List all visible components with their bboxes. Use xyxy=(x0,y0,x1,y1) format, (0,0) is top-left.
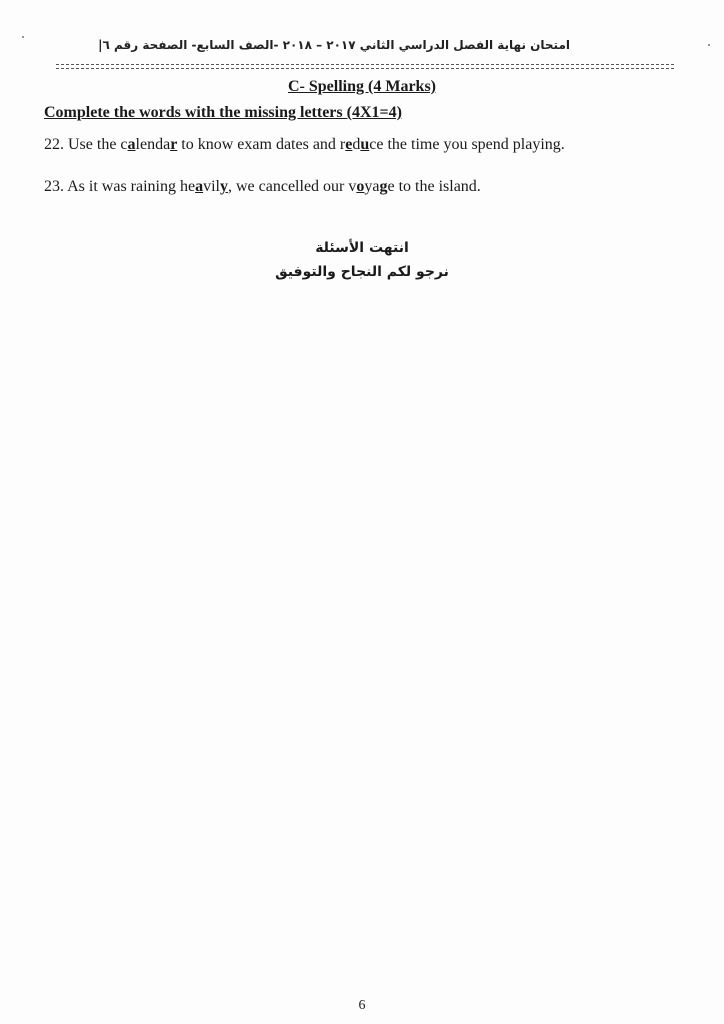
question-text: lenda xyxy=(135,136,171,153)
scan-speck xyxy=(708,44,710,46)
question-text: to know exam dates and r xyxy=(177,136,346,153)
filled-letter: u xyxy=(360,136,370,153)
filled-letter: a xyxy=(127,136,136,153)
filled-letter: e xyxy=(345,136,353,153)
header-divider-top xyxy=(56,64,674,65)
filled-letter: g xyxy=(379,178,388,195)
section-instruction: Complete the words with the missing letters (4X1=4) xyxy=(44,104,402,121)
question-22 xyxy=(44,136,565,154)
filled-letter: o xyxy=(356,178,365,195)
page-number: 6 xyxy=(358,998,366,1013)
header-divider-bottom xyxy=(56,68,674,69)
question-text: 22. Use the c xyxy=(44,136,128,153)
question-text: ya xyxy=(364,178,380,195)
exam-header: امتحان نهاية الفصل الدراسي الثاني ٢٠١٧ – ٢٠١٨ -الصف السابع- الصفحة رقم ٦| xyxy=(98,38,570,52)
filled-letter: y xyxy=(219,178,228,195)
question-text: 23. As it was raining he xyxy=(44,178,196,195)
closing-line-wishes: نرجو لكم النجاح والتوفيق xyxy=(275,264,449,280)
question-text: e to the island. xyxy=(387,178,481,195)
question-text: , we cancelled our v xyxy=(227,178,357,195)
scan-speck xyxy=(22,36,24,38)
filled-letter: r xyxy=(170,136,178,153)
section-title: C- Spelling (4 Marks) xyxy=(288,78,436,95)
filled-letter: a xyxy=(195,178,204,195)
question-23 xyxy=(44,178,481,196)
question-text: vil xyxy=(203,178,220,195)
question-text: ce the time you spend playing. xyxy=(369,136,565,153)
closing-line-end: انتهت الأسئلة xyxy=(315,240,409,256)
question-text: d xyxy=(352,136,361,153)
